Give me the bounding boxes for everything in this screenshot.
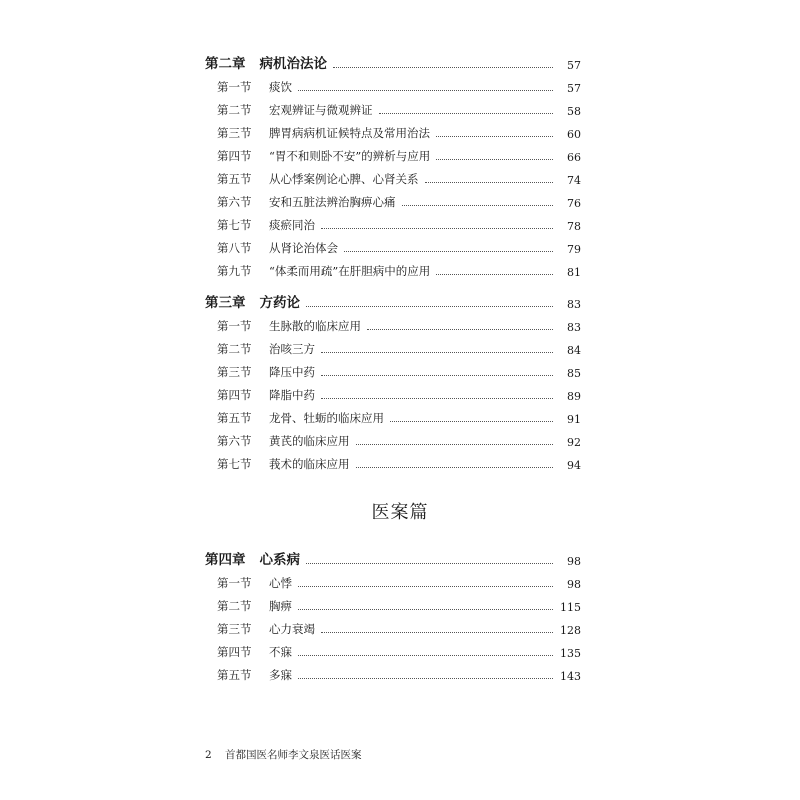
section-label: 第四节 (217, 149, 252, 163)
dot-leader (379, 112, 554, 114)
section-title: 黄芪的临床应用 (269, 434, 350, 448)
toc-chapter-row (205, 542, 581, 568)
section-title: 痰瘀同治 (269, 218, 315, 232)
dot-leader (402, 204, 554, 206)
section-label: 第四节 (217, 388, 252, 402)
toc-section-cases (205, 542, 581, 683)
section-title: 胸痹 (269, 599, 292, 613)
dot-leader (321, 351, 553, 353)
section-label: 第八节 (217, 241, 252, 255)
section-page-number: 81 (567, 266, 581, 279)
toc-section-row (205, 426, 581, 449)
dot-leader (436, 273, 553, 275)
section-title: 不寐 (269, 645, 292, 659)
section-page-number: 58 (567, 105, 581, 118)
section-title: “胃不和则卧不安”的辨析与应用 (269, 149, 431, 163)
section-page-number: 143 (560, 670, 581, 683)
section-page-number: 79 (567, 243, 581, 256)
section-title: 宏观辨证与微观辨证 (269, 103, 373, 117)
section-page-number: 78 (567, 220, 581, 233)
section-label: 第六节 (217, 434, 252, 448)
section-title: 心悸 (269, 576, 292, 590)
toc-section-row (205, 72, 581, 95)
dot-leader (356, 466, 554, 468)
section-label: 第七节 (217, 218, 252, 232)
section-page-number: 94 (567, 459, 581, 472)
toc-section-row (205, 380, 581, 403)
section-label: 第一节 (217, 319, 252, 333)
section-title: 心力衰竭 (269, 622, 315, 636)
toc-section-row (205, 210, 581, 233)
toc-section-row (205, 357, 581, 380)
toc-section-row (205, 164, 581, 187)
toc-section-theory (205, 46, 581, 472)
dot-leader (298, 585, 553, 587)
section-title: 生脉散的临床应用 (269, 319, 361, 333)
section-label: 第二节 (217, 599, 252, 613)
section-page-number: 74 (567, 174, 581, 187)
section-page-number: 57 (567, 82, 581, 95)
section-page-number: 84 (567, 344, 581, 357)
section-title: 降压中药 (269, 365, 315, 379)
dot-leader (425, 181, 554, 183)
section-page-number: 91 (567, 413, 581, 426)
section-label: 第七节 (217, 457, 252, 471)
dot-leader (321, 227, 553, 229)
toc-section-row (205, 660, 581, 683)
section-page-number: 128 (560, 624, 581, 637)
dot-leader (390, 420, 553, 422)
section-title: 从心悸案例论心脾、心肾关系 (269, 172, 419, 186)
toc-section-row (205, 403, 581, 426)
section-page-number: 98 (567, 578, 581, 591)
section-label: 第六节 (217, 195, 252, 209)
dot-leader (298, 677, 553, 679)
dot-leader (298, 654, 553, 656)
section-title: 痰饮 (269, 80, 292, 94)
section-label: 第一节 (217, 576, 252, 590)
dot-leader (298, 608, 553, 610)
toc-chapter-row (205, 285, 581, 311)
toc-section-row (205, 637, 581, 660)
toc-section-row (205, 141, 581, 164)
chapter-title: 心系病 (259, 552, 300, 568)
toc-section-row (205, 591, 581, 614)
section-label: 第一节 (217, 80, 252, 94)
dot-leader (333, 66, 553, 68)
dot-leader (436, 158, 553, 160)
section-page-number: 92 (567, 436, 581, 449)
footer-page-number: 2 (205, 749, 212, 761)
section-title: 龙骨、牡蛎的临床应用 (269, 411, 384, 425)
section-title: 多寐 (269, 668, 292, 682)
section-page-number: 115 (560, 601, 581, 614)
chapter-page-number: 98 (567, 555, 581, 568)
section-page-number: 76 (567, 197, 581, 210)
toc-section-row (205, 256, 581, 279)
section-label: 第五节 (217, 411, 252, 425)
section-title: 从肾论治体会 (269, 241, 338, 255)
dot-leader (321, 374, 553, 376)
section-page-number: 85 (567, 367, 581, 380)
dot-leader (436, 135, 553, 137)
section-label: 第二节 (217, 103, 252, 117)
toc-section-row (205, 614, 581, 637)
chapter-page-number: 83 (567, 298, 581, 311)
chapter-label: 第四章 (205, 552, 246, 568)
dot-leader (306, 562, 553, 564)
toc-section-row (205, 568, 581, 591)
toc-section-row (205, 187, 581, 210)
chapter-title: 病机治法论 (259, 56, 327, 72)
section-title: 莪术的临床应用 (269, 457, 350, 471)
section-page-number: 83 (567, 321, 581, 334)
dot-leader (344, 250, 553, 252)
part-heading: 医案篇 (371, 502, 429, 523)
section-title: “体柔而用疏”在肝胆病中的应用 (269, 264, 431, 278)
dot-leader (356, 443, 554, 445)
section-title: 脾胃病病机证候特点及常用治法 (269, 126, 430, 140)
toc-section-row (205, 449, 581, 472)
dot-leader (321, 397, 553, 399)
footer-book-title: 首都国医名师李文泉医话医案 (225, 749, 362, 761)
section-title: 安和五脏法辨治胸痹心痛 (269, 195, 396, 209)
chapter-page-number: 57 (567, 59, 581, 72)
toc-section-row (205, 334, 581, 357)
section-title: 治咳三方 (269, 342, 315, 356)
section-label: 第三节 (217, 365, 252, 379)
chapter-title: 方药论 (259, 295, 300, 311)
section-page-number: 135 (560, 647, 581, 660)
toc-section-row (205, 311, 581, 334)
section-label: 第二节 (217, 342, 252, 356)
dot-leader (367, 328, 553, 330)
dot-leader (306, 305, 553, 307)
toc-chapter-row (205, 46, 581, 72)
section-label: 第三节 (217, 126, 252, 140)
section-label: 第四节 (217, 645, 252, 659)
section-title: 降脂中药 (269, 388, 315, 402)
section-label: 第九节 (217, 264, 252, 278)
section-label: 第五节 (217, 172, 252, 186)
section-page-number: 66 (567, 151, 581, 164)
chapter-label: 第三章 (205, 295, 246, 311)
page-footer (205, 747, 362, 762)
toc-section-row (205, 233, 581, 256)
toc-section-row (205, 95, 581, 118)
section-label: 第三节 (217, 622, 252, 636)
toc-section-row (205, 118, 581, 141)
chapter-label: 第二章 (205, 56, 246, 72)
section-page-number: 60 (567, 128, 581, 141)
section-page-number: 89 (567, 390, 581, 403)
section-label: 第五节 (217, 668, 252, 682)
dot-leader (298, 89, 553, 91)
dot-leader (321, 631, 553, 633)
